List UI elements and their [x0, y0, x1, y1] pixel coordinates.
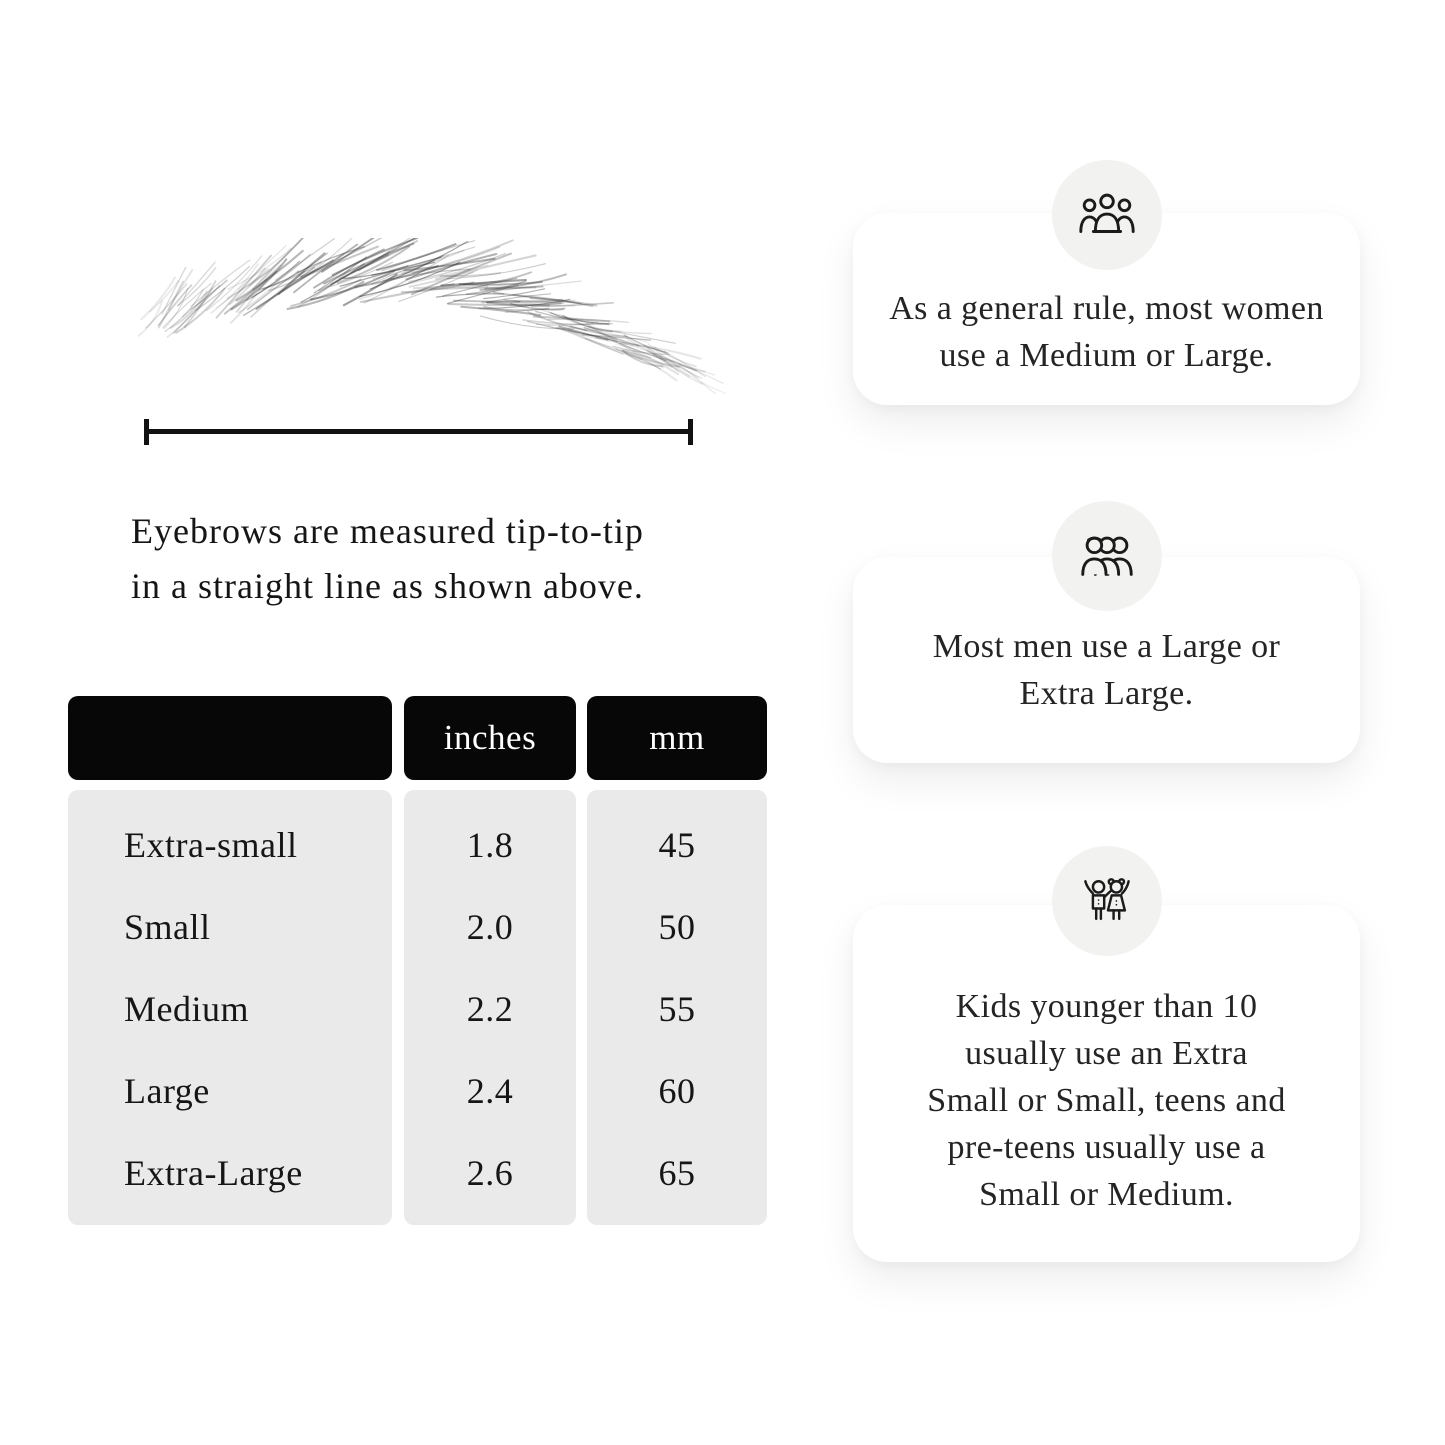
inches-value: 2.2: [466, 989, 514, 1029]
caption-line-1: Eyebrows are measured tip-to-tip: [131, 511, 644, 551]
card-text-line: Kids younger than 10: [955, 988, 1258, 1025]
card-text-line: Most men use a Large or: [932, 628, 1281, 665]
card-text-line: Extra Large.: [1019, 675, 1194, 712]
card-text-line: use a Medium or Large.: [939, 337, 1274, 374]
size-names-body: [68, 790, 392, 1225]
size-label: Large: [124, 1071, 210, 1111]
inches-value: 2.0: [466, 907, 514, 947]
measurement-tick-right: [688, 419, 693, 445]
mm-value: 45: [658, 825, 696, 865]
mm-value: 55: [658, 989, 696, 1029]
size-label: Extra-small: [124, 825, 298, 865]
card-text-line: Small or Small, teens and: [927, 1082, 1286, 1119]
inches-value: 2.6: [466, 1153, 514, 1193]
women-group-icon: [1075, 190, 1139, 240]
children-icon: [1076, 874, 1138, 928]
size-column-header-blank: [68, 696, 392, 780]
kids-icon-badge: [1052, 846, 1162, 956]
eyebrow-illustration: [112, 238, 732, 403]
card-text-line: pre-teens usually use a: [947, 1129, 1266, 1166]
size-label: Extra-Large: [124, 1153, 303, 1193]
mm-value: 50: [658, 907, 696, 947]
inches-column-header: inches: [404, 696, 576, 780]
measurement-caption: [131, 504, 644, 614]
women-icon-badge: [1052, 160, 1162, 270]
mm-body: [587, 790, 767, 1225]
card-text-line: usually use an Extra: [965, 1035, 1248, 1072]
info-card-kids: [853, 905, 1360, 1262]
size-label: Small: [124, 907, 211, 947]
size-table-inches-column: [404, 696, 576, 1225]
men-icon-badge: [1052, 501, 1162, 611]
size-table-names-column: [68, 696, 392, 1225]
mm-value: 60: [658, 1071, 696, 1111]
card-text-line: Small or Medium.: [979, 1176, 1234, 1213]
men-group-icon: [1075, 531, 1139, 581]
measurement-tick-left: [144, 419, 149, 445]
mm-column-header: mm: [587, 696, 767, 780]
card-text-line: As a general rule, most women: [889, 290, 1324, 327]
size-label: Medium: [124, 989, 249, 1029]
mm-value: 65: [658, 1153, 696, 1193]
inches-value: 1.8: [466, 825, 514, 865]
inches-body: [404, 790, 576, 1225]
caption-line-2: in a straight line as shown above.: [131, 566, 644, 606]
size-table-mm-column: [587, 696, 767, 1225]
measurement-line: [144, 429, 693, 434]
inches-value: 2.4: [466, 1071, 514, 1111]
